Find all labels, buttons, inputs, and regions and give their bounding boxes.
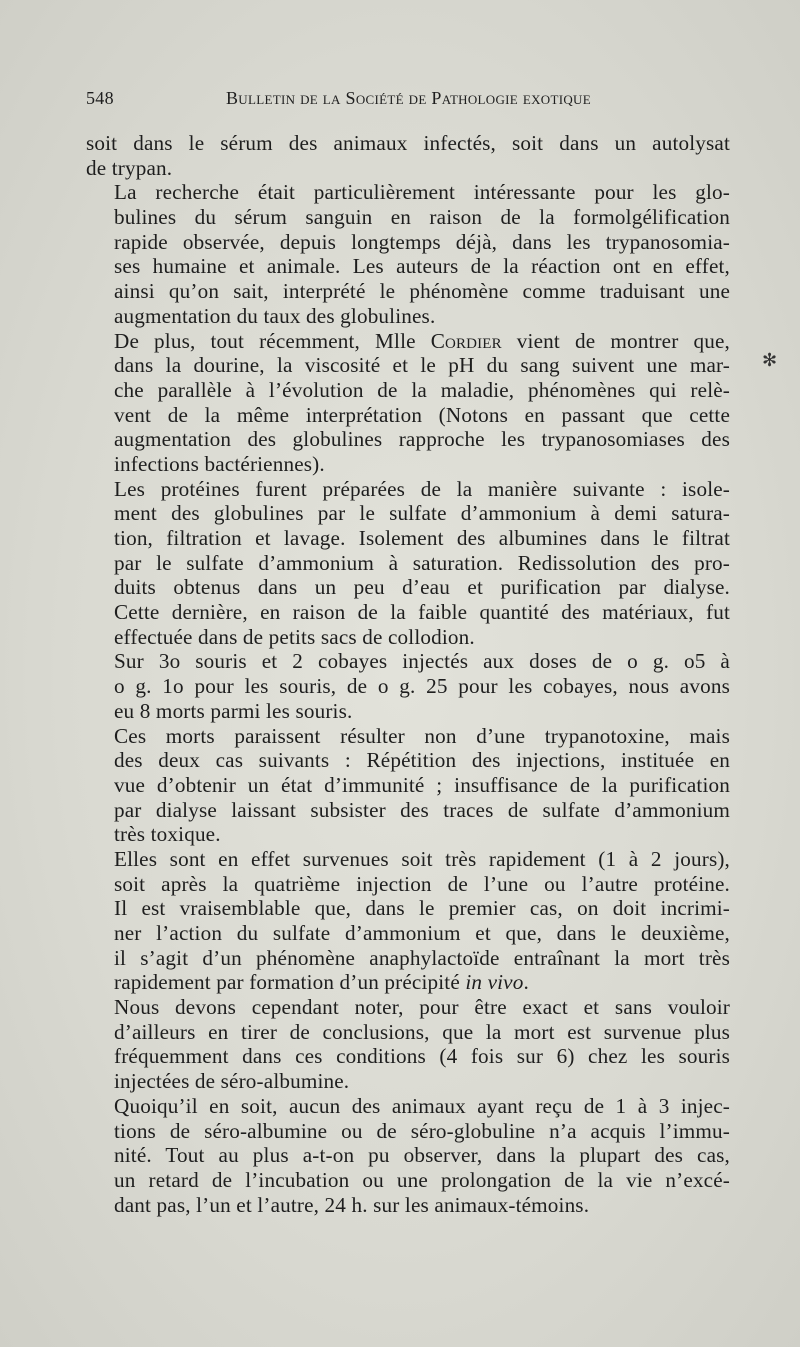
text-line: par dialyse laissant subsister des traces de sulfate d’ammonium [114, 797, 730, 822]
text-line: il s’agit d’un phénomène anaphylactoïde entraînant la mort très [114, 945, 730, 970]
ink-speck-decoration: ✻ [762, 350, 778, 370]
paragraph [86, 995, 730, 1094]
text-line: che parallèle à l’évolution de la maladie, phénomènes qui relè- [114, 377, 730, 402]
text-line: rapidement par formation d’un précipité in vivo. [114, 970, 529, 995]
text-line: Ces morts paraissent résulter non d’une trypanotoxine, mais [114, 723, 730, 748]
text-line: De plus, tout récemment, Mlle Cordier vient de montrer que, [114, 328, 730, 353]
text-line: dant pas, l’un et l’autre, 24 h. sur les animaux-témoins. [114, 1192, 590, 1217]
text-line: vue d’obtenir un état d’immunité ; insuffisance de la purification [114, 772, 730, 797]
text-line: dans la dourine, la viscosité et le pH du sang suivent une mar- [114, 353, 730, 378]
text-line: La recherche était particulièrement intéressante pour les glo- [114, 180, 730, 205]
text-line: tion, filtration et lavage. Isolement des albumines dans le filtrat [114, 526, 730, 550]
text-line: eu 8 morts parmi les souris. [114, 698, 353, 723]
page-number: 548 [86, 88, 114, 108]
paragraph [86, 724, 730, 847]
text-line: Elles sont en effet survenues soit très rapidement (1 à 2 jours), [114, 846, 730, 871]
text-line: vent de la même interprétation (Notons en passant que cette [114, 402, 730, 427]
text-line: tions de séro-albumine ou de séro-globuline n’a acquis l’immu- [114, 1118, 730, 1143]
paragraph [86, 649, 730, 723]
text-line: fréquemment dans ces conditions (4 fois sur 6) chez les souris [114, 1044, 730, 1069]
text-line: des deux cas suivants : Répétition des injections, instituée en [114, 748, 730, 773]
page-header [86, 88, 676, 118]
text-line: effectuée dans de petits sacs de collodion. [114, 624, 475, 649]
text-line: Nous devons cependant noter, pour être exact et sans vouloir [114, 995, 730, 1020]
running-title: Bulletin de la Société de Pathologie exotique [226, 88, 591, 108]
text-line: par le sulfate d’ammonium à saturation. Redissolution des pro- [114, 550, 730, 575]
text-line: de trypan. [86, 155, 173, 180]
text-line: ses humaine et animale. Les auteurs de la réaction ont en effet, [114, 254, 730, 279]
text-line: très toxique. [114, 822, 221, 847]
text-line: rapide observée, depuis longtemps déjà, dans les trypanosomia- [114, 229, 730, 254]
text-line: Quoiqu’il en soit, aucun des animaux ayant reçu de 1 à 3 injec- [114, 1093, 730, 1118]
text-line: nité. Tout au plus a-t-on pu observer, dans la plupart des cas, [114, 1143, 730, 1168]
paragraph [86, 477, 730, 650]
text-line: o g. 1o pour les souris, de o g. 25 pour les cobayes, nous avons [114, 674, 730, 699]
text-line: augmentation des globulines rapproche les trypanosomiases des [114, 427, 730, 452]
text-line: ner l’action du sulfate d’ammonium et que, dans le deuxième, [114, 921, 730, 945]
text-line: infections bactériennes). [114, 451, 325, 476]
text-line: ment des globulines par le sulfate d’ammonium à demi satura- [114, 501, 730, 526]
paragraph [86, 131, 730, 180]
text-line: Cette dernière, en raison de la faible quantité des matériaux, fut [114, 600, 730, 625]
paragraph [86, 1094, 730, 1217]
paragraph [86, 180, 730, 328]
text-line: injectées de séro-albumine. [114, 1069, 350, 1094]
text-line: Il est vraisemblable que, dans le premier cas, on doit incrimi- [114, 896, 730, 921]
text-line: ainsi qu’on sait, interprété le phénomène comme traduisant une [114, 279, 730, 304]
text-line: un retard de l’incubation ou une prolongation de la vie n’excé- [114, 1167, 730, 1192]
text-line: duits obtenus dans un peu d’eau et purification par dialyse. [114, 575, 730, 600]
text-line: augmentation du taux des globulines. [114, 303, 436, 328]
text-line: d’ailleurs en tirer de conclusions, que la mort est survenue plus [114, 1019, 730, 1044]
text-line: soit dans le sérum des animaux infectés, soit dans un autolysat [86, 131, 730, 155]
text-line: bulines du sérum sanguin en raison de la formolgélification [114, 205, 730, 230]
text-line: soit après la quatrième injection de l’une ou l’autre protéine. [114, 871, 730, 896]
text-line: Les protéines furent préparées de la manière suivante : isole- [114, 476, 730, 501]
text-line: Sur 3o souris et 2 cobayes injectés aux doses de o g. o5 à [114, 649, 730, 674]
paragraph [86, 329, 730, 477]
body-text [86, 131, 730, 1217]
paragraph [86, 847, 730, 995]
